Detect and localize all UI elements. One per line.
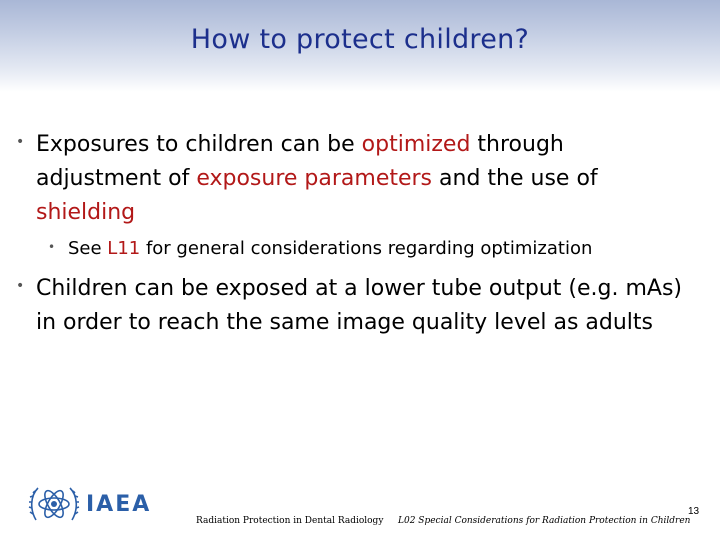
subbullet-text xyxy=(68,236,592,262)
bullet-2 xyxy=(10,272,690,340)
subbullet-marker: • xyxy=(48,240,56,254)
bullet-marker: • xyxy=(16,134,25,150)
subbullet-before: See xyxy=(68,238,108,259)
logo-text: IAEA xyxy=(86,492,152,517)
subbullet-ref: L11 xyxy=(107,238,141,259)
subbullet xyxy=(46,236,686,262)
bullet-1-text xyxy=(36,128,690,230)
bullet-1-seg-2: through adjustment of xyxy=(36,132,564,191)
bullet-marker: • xyxy=(16,278,25,294)
bullet-1-seg-4: and the use of xyxy=(432,166,598,191)
bullet-1-seg-3: exposure parameters xyxy=(196,166,433,191)
bullet-1-seg-0: Exposures to children can be xyxy=(36,132,362,157)
iaea-logo xyxy=(28,480,158,530)
footer-lecture-title: L02 Special Considerations for Radiation Protection in Children xyxy=(398,516,691,526)
bullet-1 xyxy=(10,128,690,230)
bullet-2-seg-0: Children can be exposed at a lower tube output (e.g. mAs) in order to reach the same image quality level as adults xyxy=(36,276,683,335)
bullet-2-text xyxy=(36,272,690,340)
iaea-emblem-icon xyxy=(28,480,80,528)
bullet-1-seg-5: shielding xyxy=(36,200,136,225)
footer-course-title: Radiation Protection in Dental Radiology xyxy=(196,516,384,526)
subbullet-after: for general considerations regarding optimization xyxy=(140,238,593,259)
bullet-1-seg-1: optimized xyxy=(361,132,471,157)
page-number: 13 xyxy=(688,506,700,517)
slide-title: How to protect children? xyxy=(190,24,530,55)
